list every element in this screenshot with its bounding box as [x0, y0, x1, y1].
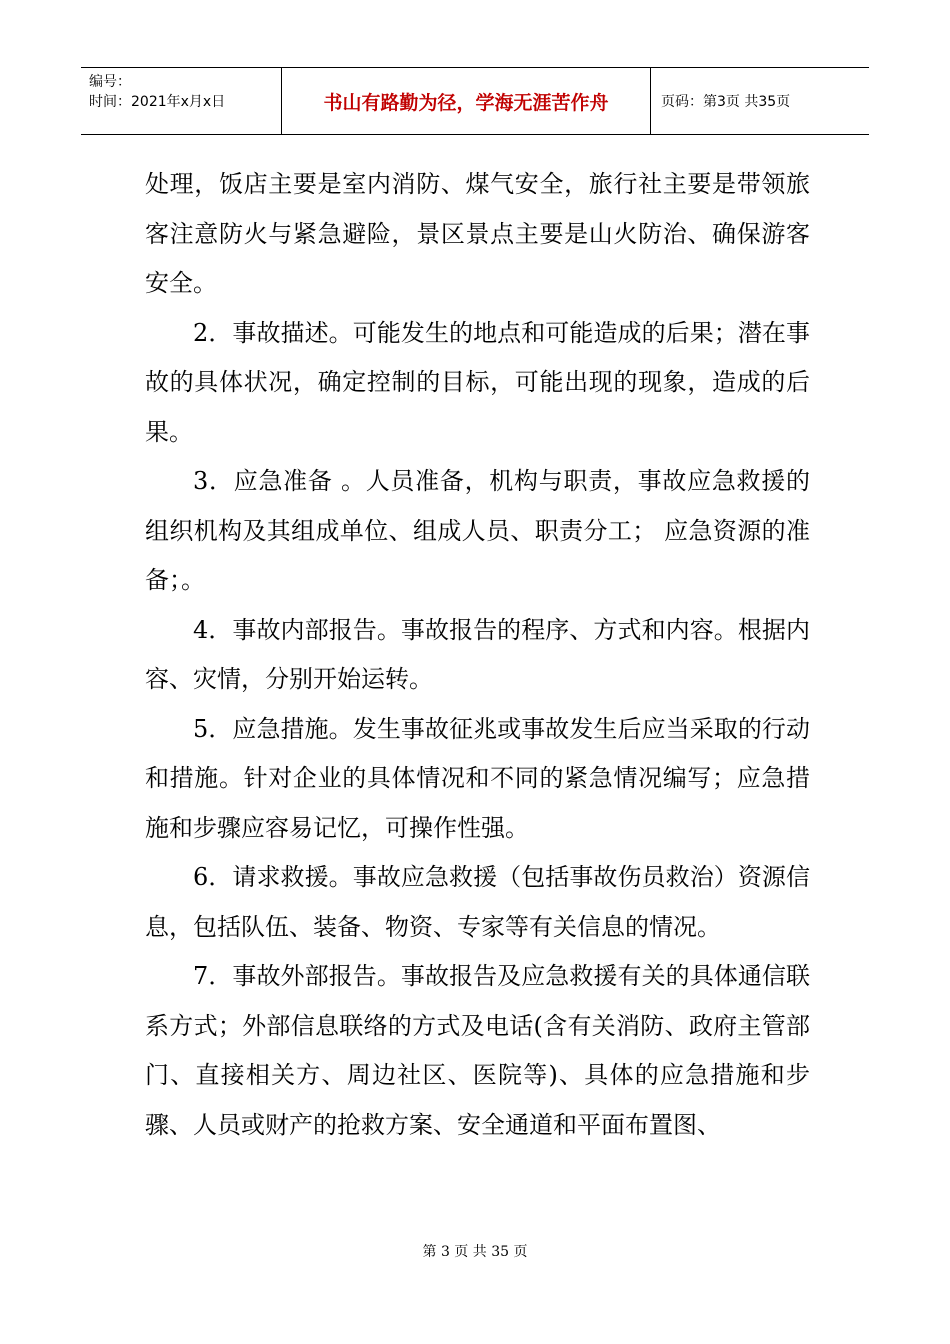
document-date: 时间：2021年x月x日 — [89, 94, 226, 110]
header-meta — [81, 68, 281, 134]
paragraph-accident-description: 2．事故描述。可能发生的地点和可能造成的后果；潜在事故的具体状况，确定控制的目标，可能出现的现象，造成的后果。 — [145, 318, 810, 446]
paragraph-internal-report: 4．事故内部报告。事故报告的程序、方式和内容。根据内容、灾情，分别开始运转。 — [145, 615, 810, 693]
document-number-label: 编号： — [89, 74, 131, 90]
paragraph-continuation: 处理，饭店主要是室内消防、煤气安全，旅行社主要是带领旅客注意防火与紧急避险，景区景点主要是山火防治、确保游客安全。 — [145, 170, 810, 297]
page-footer: 第 3 页 共 35 页 — [422, 1244, 528, 1260]
document-body — [145, 160, 810, 1150]
paragraph-external-report: 7．事故外部报告。事故报告及应急救援有关的具体通信联系方式；外部信息联络的方式及电话(含有关消防、政府主管部门、直接相关方、周边社区、医院等)、具体的应急措施和步骤、人员或财产的抢救方案、安全通道和平面布置图、 — [145, 962, 810, 1139]
page-header — [81, 67, 869, 135]
paragraph-request-rescue: 6．请求救援。事故应急救援（包括事故伤员救治）资源信息，包括队伍、装备、物资、专家等有关信息的情况。 — [145, 863, 810, 941]
paragraph-emergency-preparation: 3．应急准备 。人员准备，机构与职责，事故应急救援的组织机构及其组成单位、组成人员、职责分工； 应急资源的准备；。 — [145, 467, 810, 594]
header-page-info: 页码：第3页 共35页 — [661, 94, 791, 110]
header-motto: 书山有路勤为径，学海无涯苦作舟 — [281, 68, 651, 134]
paragraph-emergency-measures: 5．应急措施。发生事故征兆或事故发生后应当采取的行动和措施。针对企业的具体情况和不同的紧急情况编写；应急措施和步骤应容易记忆，可操作性强。 — [145, 714, 810, 842]
